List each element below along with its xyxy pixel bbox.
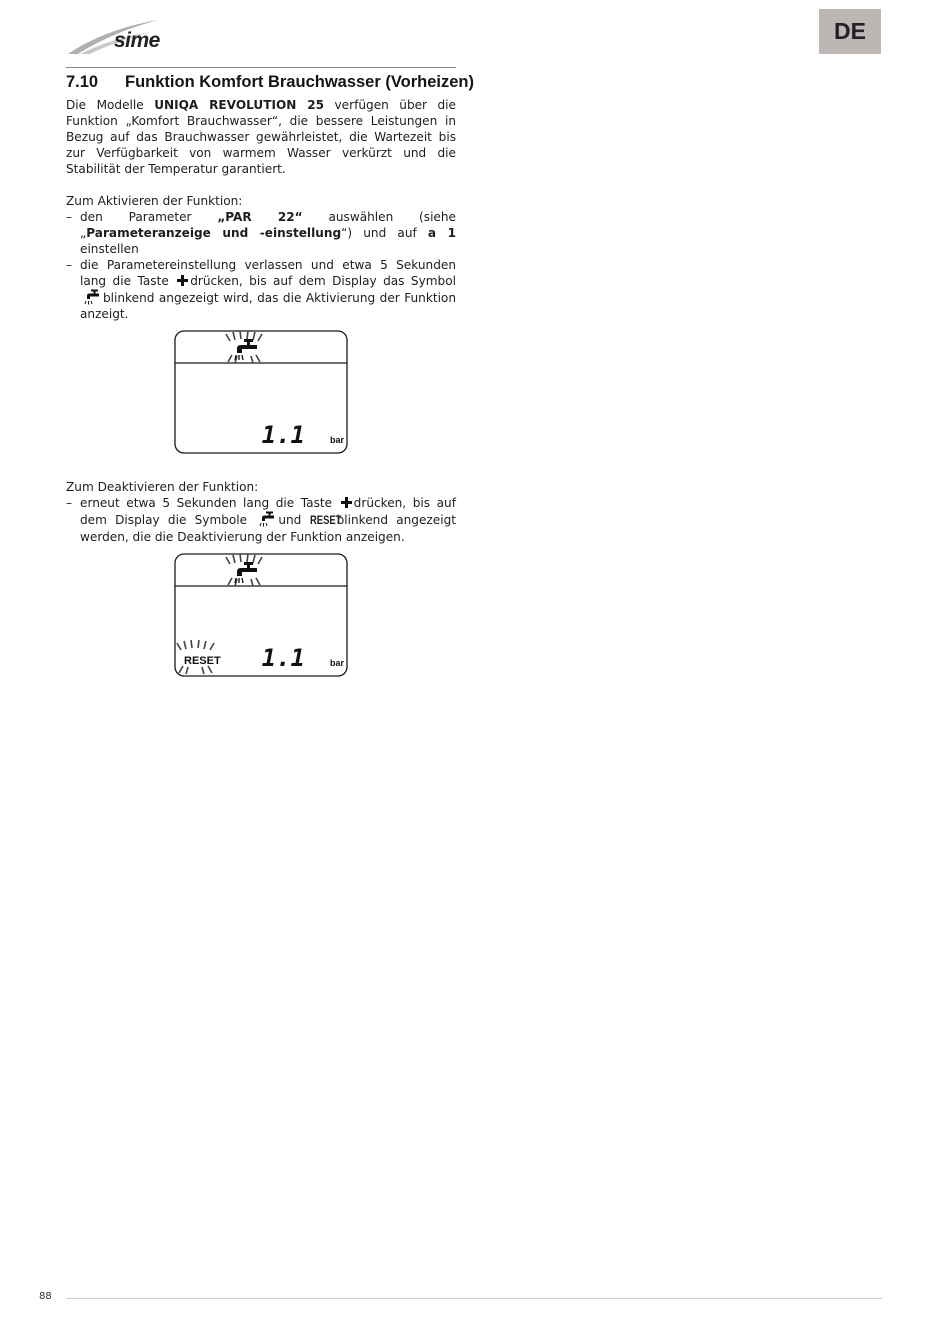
pressure-value: 1.1 [261,644,305,672]
sime-logo [66,18,192,58]
activate-step-2 [66,257,456,322]
pressure-value: 1.1 [261,421,305,449]
tap-icon [83,289,100,305]
language-tab: DE [819,9,881,54]
activate-step-1-text-1: den Parameter [80,210,218,224]
deactivate-step-1-text-1: erneut etwa 5 Sekunden lang die Taste [80,496,333,510]
lcd-display-deactivation [174,553,349,678]
section-heading [66,68,474,93]
activate-step-1 [66,209,456,257]
activate-step-1-text-4: einstellen [80,242,139,256]
param-menu-ref: Parameteranzeige und -einstellung [86,226,342,240]
tap-icon [258,511,275,527]
deactivate-heading: Zum Deaktivieren der Funktion: [66,480,259,494]
param-value: a 1 [427,226,457,240]
section-title: Funktion Komfort Brauchwasser (Vorheizen) [125,73,474,91]
intro-text-1: Die Modelle [66,98,155,112]
deactivate-step-1 [66,495,456,545]
plus-key-icon [177,275,188,286]
page-number: 88 [39,1291,52,1302]
section-number: 7.10 [66,73,99,91]
intro-text-2: verfügen über die Funktion „Komfort Brauchwasser“, die bessere Leistungen in Bezug auf das Brauchwasser gewährleistet, die Wartezeit bis zur Verfügbarkeit von warmem Wasser verkürzt und die Stabilität der Temperatur garantiert. [66,98,456,176]
activate-step-2-text-2: drücken, bis auf dem Display das Symbol [190,274,456,288]
activate-step-2-text-3: blinkend angezeigt wird, das die Aktivierung der Funktion anzeigt. [80,291,456,321]
deactivate-step-1-text-3: und [278,513,302,527]
activate-step-2-text-1: die Parametereinstellung verlassen und etwa 5 Sekunden lang die Taste [80,258,456,288]
footer-rule [66,1298,882,1299]
deactivate-steps [66,495,456,545]
section-7-10 [66,68,474,678]
pressure-unit: bar [330,658,345,668]
lcd-display-activation [174,330,349,455]
activate-heading: Zum Aktivieren der Funktion: [66,194,243,208]
activate-steps [66,209,456,322]
model-name: UNIQA REVOLUTION 25 [154,98,325,112]
reset-label: RESET [184,655,221,667]
intro-paragraph [66,97,456,177]
activate-step-1-text-3: “) und auf [341,226,428,240]
plus-key-icon [341,497,352,508]
deactivate-step-1-text-2: drücken, bis auf dem Display die Symbole [80,496,456,527]
pressure-unit: bar [330,435,345,445]
reset-symbol: RESET [309,515,342,527]
deactivate-step-1-text-4: blinkend angezeigt werden, die die Deaktivierung der Funktion anzeigen. [80,513,456,544]
brand-name: sime [114,29,160,52]
param-name: „PAR 22“ [217,210,303,224]
activate-step-1-text-2: auswählen (siehe „ [80,210,456,240]
